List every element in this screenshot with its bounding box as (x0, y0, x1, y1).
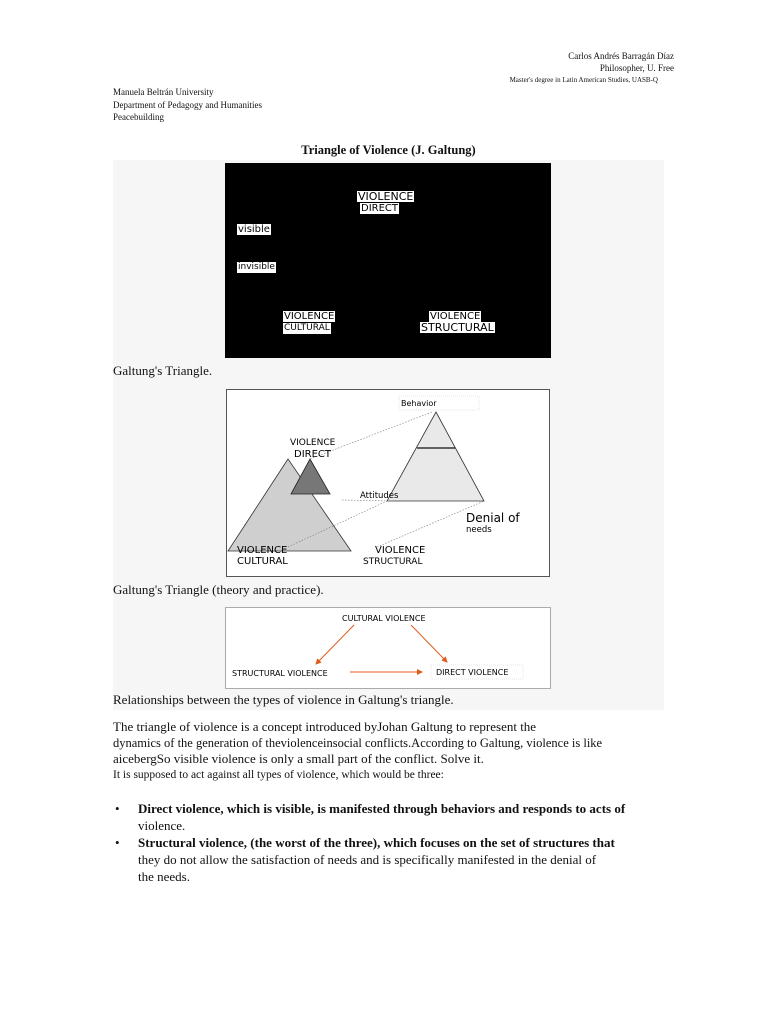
theory-practice-diagram (227, 390, 549, 576)
author-block (510, 50, 674, 86)
bullet1-line-2: violence. (138, 818, 186, 833)
theory-practice-figure (226, 389, 550, 577)
violence-types-list (113, 800, 673, 885)
bullet1-line-1: • Direct violence, which is visible, is manifested through behaviors and responds to acts of (138, 801, 626, 816)
violence-triangle-figure (225, 163, 551, 358)
fig1-cultural-label: CULTURAL (284, 323, 330, 333)
fig2-denial-label-2: needs (466, 525, 492, 535)
fig1-invisible-label: invisible (238, 262, 275, 272)
fig2-behavior-label: Behavior (401, 399, 437, 408)
intro-paragraph (113, 719, 673, 783)
figure1-caption: Galtung's Triangle. (113, 363, 213, 378)
institution-name: Manuela Beltrán University (113, 87, 214, 97)
intro-line-2: dynamics of the generation of theviolenceinsocial conflicts.According to Galtung, violence is like (113, 736, 603, 750)
intro-line-4: It is supposed to act against all types of violence, which would be three: (113, 769, 444, 781)
institution-block (113, 86, 262, 124)
fig2-cultural-label-2: CULTURAL (237, 556, 288, 567)
author-name: Carlos Andrés Barragán Díaz (568, 51, 674, 61)
page-title: Triangle of Violence (J. Galtung) (113, 143, 664, 161)
fig1-violence-label: VIOLENCE (358, 190, 414, 203)
fig1-structural-violence-label: VIOLENCE (430, 311, 481, 322)
fig2-denial-label-1: Denial of (466, 511, 520, 525)
author-degree: Master's degree in Latin American Studies, UASB-Q (509, 76, 658, 84)
arrow-cultural-to-direct (411, 625, 447, 662)
fig2-violence-direct-label-1: VIOLENCE (290, 438, 336, 448)
figure2-caption: Galtung's Triangle (theory and practice). (113, 582, 324, 597)
fig3-direct-label: DIRECT VIOLENCE (436, 668, 509, 677)
arrow-cultural-to-structural (316, 625, 354, 664)
fig2-attitudes-label: Attitudes (360, 491, 399, 501)
list-item (113, 834, 673, 885)
list-item (113, 800, 673, 834)
fig1-direct-label: DIRECT (361, 203, 399, 214)
relationships-diagram (226, 608, 550, 688)
fig2-structural-label-2: STRUCTURAL (363, 557, 423, 567)
right-triangle (387, 412, 484, 501)
fig2-cultural-label-1: VIOLENCE (237, 545, 288, 556)
bullet2-line-2: they do not allow the satisfaction of needs and is specifically manifested in the denial of (138, 852, 597, 867)
intro-line-3: aicebergSo visible violence is only a small part of the conflict. Solve it. (113, 751, 484, 766)
left-triangle (228, 459, 351, 551)
fig1-visible-label: visible (238, 224, 270, 235)
fig3-cultural-label: CULTURAL VIOLENCE (342, 614, 426, 623)
fig1-cultural-violence-label: VIOLENCE (284, 311, 335, 322)
bullet2-line-1: • Structural violence, (the worst of the three), which focuses on the set of structures that (138, 835, 615, 850)
intro-line-1: The triangle of violence is a concept introduced byJohan Galtung to represent the (113, 719, 537, 734)
author-title: Philosopher, U. Free (599, 63, 674, 73)
fig3-structural-label: STRUCTURAL VIOLENCE (232, 669, 328, 678)
department-name: Department of Pedagogy and Humanities (113, 99, 262, 110)
bullet2-line-3: the needs. (138, 869, 190, 884)
figure3-caption: Relationships between the types of violence in Galtung's triangle. (113, 692, 454, 707)
fig1-structural-label: STRUCTURAL (421, 321, 494, 334)
relationships-figure (225, 607, 551, 689)
course-name: Peacebuilding (113, 112, 164, 122)
fig2-structural-label-1: VIOLENCE (375, 545, 426, 556)
fig2-violence-direct-label-2: DIRECT (294, 449, 332, 460)
